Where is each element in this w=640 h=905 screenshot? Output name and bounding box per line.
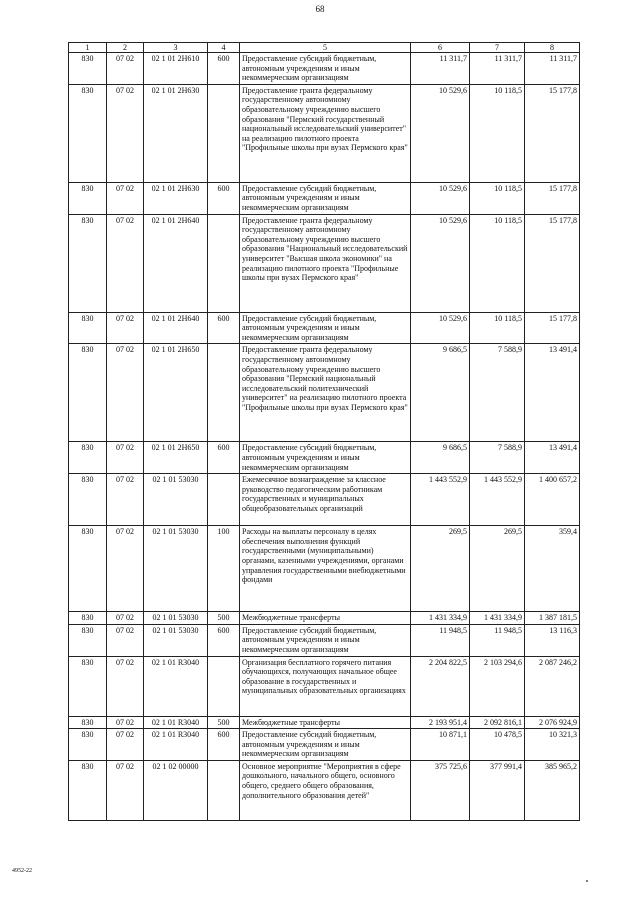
description-cell: Предоставление субсидий бюджетным, автономным учреждениям и иным некоммерческим организациям — [240, 729, 411, 761]
target-article-cell: 02 1 01 53030 — [144, 624, 208, 656]
amount-year3-cell: 1 387 181,5 — [525, 612, 580, 625]
amount-year1-cell: 10 871,1 — [411, 729, 470, 761]
admin-code-cell: 830 — [69, 526, 107, 612]
table-row — [69, 474, 580, 526]
expense-type-cell: 600 — [208, 53, 240, 85]
section-code-cell: 07 02 — [107, 442, 144, 474]
admin-code-cell: 830 — [69, 760, 107, 820]
amount-year1-cell: 9 686,5 — [411, 442, 470, 474]
header-cell: 3 — [144, 43, 208, 53]
header-cell: 4 — [208, 43, 240, 53]
description-cell: Предоставление гранта федеральному государственному автономному образовательному учреждению высшего образования "Национальный исследовательский университет "Высшая школа экономики" на реализацию пилотного проекта "Профильные школы при вузах Пермского края" — [240, 214, 411, 312]
amount-year2-cell: 7 588,9 — [470, 344, 525, 442]
amount-year2-cell: 2 092 816,1 — [470, 716, 525, 729]
amount-year1-cell: 10 529,6 — [411, 214, 470, 312]
amount-year2-cell: 10 118,5 — [470, 312, 525, 344]
amount-year2-cell: 10 118,5 — [470, 214, 525, 312]
amount-year1-cell: 10 529,6 — [411, 182, 470, 214]
target-article-cell: 02 1 01 53030 — [144, 612, 208, 625]
section-code-cell: 07 02 — [107, 760, 144, 820]
table-row — [69, 344, 580, 442]
amount-year2-cell: 1 443 552,9 — [470, 474, 525, 526]
target-article-cell: 02 1 01 2Н630 — [144, 84, 208, 182]
description-cell: Расходы на выплаты персоналу в целях обеспечения выполнения функций государственными (муниципальными) органами, казенными учреждениями, органами управления государственными внебюджетными фондами — [240, 526, 411, 612]
admin-code-cell: 830 — [69, 612, 107, 625]
section-code-cell: 07 02 — [107, 656, 144, 716]
admin-code-cell: 830 — [69, 182, 107, 214]
expense-type-cell — [208, 760, 240, 820]
admin-code-cell: 830 — [69, 716, 107, 729]
section-code-cell: 07 02 — [107, 182, 144, 214]
target-article-cell: 02 1 01 53030 — [144, 526, 208, 612]
table-row — [69, 729, 580, 761]
amount-year3-cell: 15 177,8 — [525, 84, 580, 182]
amount-year1-cell: 11 311,7 — [411, 53, 470, 85]
description-cell: Предоставление субсидий бюджетным, автономным учреждениям и иным некоммерческим организациям — [240, 53, 411, 85]
admin-code-cell: 830 — [69, 53, 107, 85]
amount-year1-cell: 9 686,5 — [411, 344, 470, 442]
scan-dot — [586, 880, 588, 882]
header-cell: 6 — [411, 43, 470, 53]
description-cell: Предоставление гранта федеральному государственному автономному образовательному учреждению высшего образования "Пермский государственный национальный исследовательский университет" на реализацию пилотного проекта "Профильные школы при вузах Пермского края" — [240, 84, 411, 182]
expense-type-cell: 600 — [208, 624, 240, 656]
amount-year3-cell: 13 491,4 — [525, 442, 580, 474]
target-article-cell: 02 1 01 53030 — [144, 474, 208, 526]
admin-code-cell: 830 — [69, 344, 107, 442]
amount-year1-cell: 10 529,6 — [411, 312, 470, 344]
amount-year2-cell: 7 588,9 — [470, 442, 525, 474]
amount-year3-cell: 13 116,3 — [525, 624, 580, 656]
amount-year2-cell: 10 118,5 — [470, 84, 525, 182]
description-cell: Предоставление гранта федеральному государственному автономному образовательному учреждению высшего образования "Пермский национальный исследовательский политехнический университет" на реализацию пилотного проекта "Профильные школы при вузах Пермского края" — [240, 344, 411, 442]
header-cell: 1 — [69, 43, 107, 53]
amount-year1-cell: 1 431 334,9 — [411, 612, 470, 625]
table-row — [69, 656, 580, 716]
amount-year2-cell: 11 948,5 — [470, 624, 525, 656]
section-code-cell: 07 02 — [107, 344, 144, 442]
amount-year3-cell: 15 177,8 — [525, 312, 580, 344]
description-cell: Предоставление субсидий бюджетным, автономным учреждениям и иным некоммерческим организациям — [240, 442, 411, 474]
target-article-cell: 02 1 01 R3040 — [144, 656, 208, 716]
amount-year2-cell: 10 478,5 — [470, 729, 525, 761]
table-row — [69, 612, 580, 625]
description-cell: Предоставление субсидий бюджетным, автономным учреждениям и иным некоммерческим организациям — [240, 182, 411, 214]
section-code-cell: 07 02 — [107, 612, 144, 625]
section-code-cell: 07 02 — [107, 214, 144, 312]
table-row — [69, 53, 580, 85]
amount-year3-cell: 15 177,8 — [525, 214, 580, 312]
target-article-cell: 02 1 02 00000 — [144, 760, 208, 820]
expense-type-cell: 600 — [208, 729, 240, 761]
amount-year2-cell: 377 991,4 — [470, 760, 525, 820]
target-article-cell: 02 1 01 R3040 — [144, 729, 208, 761]
amount-year1-cell: 2 193 951,4 — [411, 716, 470, 729]
target-article-cell: 02 1 01 2Н640 — [144, 214, 208, 312]
admin-code-cell: 830 — [69, 624, 107, 656]
amount-year1-cell: 2 204 822,5 — [411, 656, 470, 716]
section-code-cell: 07 02 — [107, 716, 144, 729]
header-cell: 5 — [240, 43, 411, 53]
description-cell: Ежемесячное вознаграждение за классное руководство педагогическим работникам государственных и муниципальных общеобразовательных организаций — [240, 474, 411, 526]
amount-year1-cell: 1 443 552,9 — [411, 474, 470, 526]
amount-year3-cell: 359,4 — [525, 526, 580, 612]
table-row — [69, 760, 580, 820]
table-row — [69, 84, 580, 182]
description-cell: Предоставление субсидий бюджетным, автономным учреждениям и иным некоммерческим организациям — [240, 624, 411, 656]
expense-type-cell: 100 — [208, 526, 240, 612]
expense-type-cell — [208, 656, 240, 716]
amount-year3-cell: 1 400 657,2 — [525, 474, 580, 526]
description-cell: Организация бесплатного горячего питания обучающихся, получающих начальное общее образование в государственных и муниципальных образовательных организациях — [240, 656, 411, 716]
section-code-cell: 07 02 — [107, 84, 144, 182]
expense-type-cell: 600 — [208, 182, 240, 214]
expense-type-cell: 600 — [208, 442, 240, 474]
admin-code-cell: 830 — [69, 84, 107, 182]
section-code-cell: 07 02 — [107, 474, 144, 526]
amount-year1-cell: 375 725,6 — [411, 760, 470, 820]
expense-type-cell — [208, 474, 240, 526]
document-code: 4952-22 — [12, 868, 32, 874]
expense-type-cell — [208, 84, 240, 182]
section-code-cell: 07 02 — [107, 312, 144, 344]
amount-year3-cell: 15 177,8 — [525, 182, 580, 214]
expense-type-cell — [208, 344, 240, 442]
page-number: 68 — [315, 4, 325, 14]
target-article-cell: 02 1 01 2Н650 — [144, 344, 208, 442]
amount-year2-cell: 1 431 334,9 — [470, 612, 525, 625]
target-article-cell: 02 1 01 2Н650 — [144, 442, 208, 474]
amount-year1-cell: 11 948,5 — [411, 624, 470, 656]
section-code-cell: 07 02 — [107, 53, 144, 85]
header-cell: 7 — [470, 43, 525, 53]
amount-year3-cell: 13 491,4 — [525, 344, 580, 442]
description-cell: Межбюджетные трансферты — [240, 716, 411, 729]
header-row — [69, 43, 580, 53]
admin-code-cell: 830 — [69, 729, 107, 761]
admin-code-cell: 830 — [69, 214, 107, 312]
table-row — [69, 716, 580, 729]
amount-year2-cell: 269,5 — [470, 526, 525, 612]
target-article-cell: 02 1 01 2Н640 — [144, 312, 208, 344]
admin-code-cell: 830 — [69, 442, 107, 474]
amount-year2-cell: 10 118,5 — [470, 182, 525, 214]
amount-year3-cell: 2 087 246,2 — [525, 656, 580, 716]
expense-type-cell: 500 — [208, 612, 240, 625]
amount-year3-cell: 10 321,3 — [525, 729, 580, 761]
table-row — [69, 312, 580, 344]
budget-table — [68, 42, 580, 821]
target-article-cell: 02 1 01 2Н610 — [144, 53, 208, 85]
section-code-cell: 07 02 — [107, 526, 144, 612]
admin-code-cell: 830 — [69, 312, 107, 344]
admin-code-cell: 830 — [69, 474, 107, 526]
table-row — [69, 624, 580, 656]
table-row — [69, 182, 580, 214]
amount-year2-cell: 2 103 294,6 — [470, 656, 525, 716]
header-cell: 8 — [525, 43, 580, 53]
expense-type-cell — [208, 214, 240, 312]
description-cell: Основное мероприятие "Мероприятия в сфере дошкольного, начального общего, основного общего, среднего общего образования, дополнительного образования детей" — [240, 760, 411, 820]
table-row — [69, 214, 580, 312]
amount-year3-cell: 2 076 924,9 — [525, 716, 580, 729]
target-article-cell: 02 1 01 R3040 — [144, 716, 208, 729]
target-article-cell: 02 1 01 2Н630 — [144, 182, 208, 214]
description-cell: Предоставление субсидий бюджетным, автономным учреждениям и иным некоммерческим организациям — [240, 312, 411, 344]
table-row — [69, 526, 580, 612]
section-code-cell: 07 02 — [107, 624, 144, 656]
expense-type-cell: 500 — [208, 716, 240, 729]
amount-year2-cell: 11 311,7 — [470, 53, 525, 85]
header-cell: 2 — [107, 43, 144, 53]
amount-year3-cell: 11 311,7 — [525, 53, 580, 85]
amount-year1-cell: 10 529,6 — [411, 84, 470, 182]
amount-year1-cell: 269,5 — [411, 526, 470, 612]
section-code-cell: 07 02 — [107, 729, 144, 761]
table-row — [69, 442, 580, 474]
amount-year3-cell: 385 965,2 — [525, 760, 580, 820]
admin-code-cell: 830 — [69, 656, 107, 716]
description-cell: Межбюджетные трансферты — [240, 612, 411, 625]
expense-type-cell: 600 — [208, 312, 240, 344]
